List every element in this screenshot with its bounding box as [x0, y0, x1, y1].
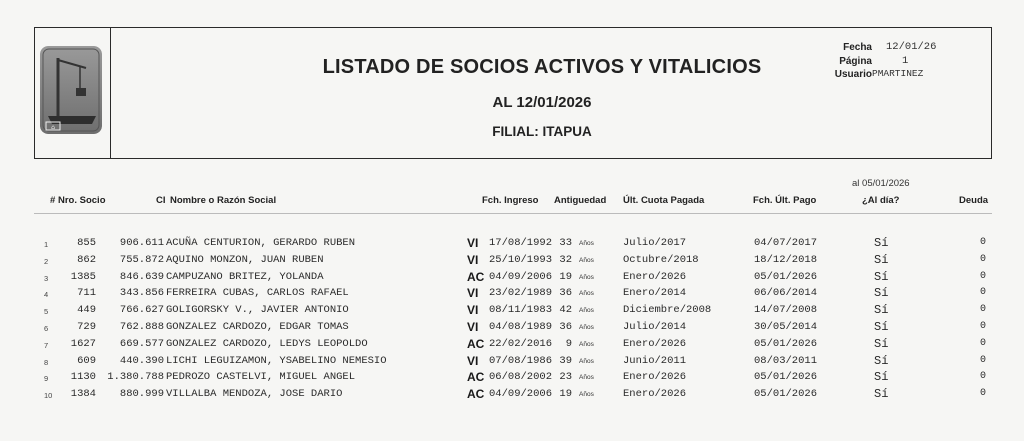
row-index: 10	[44, 391, 53, 401]
al-dia-status: Sí	[874, 370, 889, 385]
antiguedad-years: 19	[559, 270, 572, 283]
deuda-amount: 0	[979, 237, 986, 248]
last-cuota: Diciembre/2008	[623, 304, 712, 317]
col-name-header: Nombre o Razón Social	[170, 195, 277, 206]
ci-number: 762.888	[119, 321, 164, 333]
row-index: 4	[44, 290, 49, 300]
ingreso-date: 23/02/1989	[489, 287, 553, 300]
antiguedad-years: 33	[559, 237, 572, 249]
member-name: FERREIRA CUBAS, CARLOS RAFAEL	[166, 287, 349, 300]
last-cuota: Enero/2026	[623, 371, 687, 384]
antiguedad-years: 9	[565, 337, 572, 350]
ingreso-date: 17/08/1992	[489, 237, 553, 249]
last-payment-date: 14/07/2008	[754, 304, 818, 317]
member-name: VILLALBA MENDOZA, JOSE DARIO	[166, 388, 343, 401]
socio-number: 1130	[70, 371, 96, 384]
socio-number: 862	[77, 253, 96, 266]
ingreso-date: 08/11/1983	[489, 304, 553, 317]
ingreso-date: 06/08/2002	[489, 371, 553, 384]
row-index: 5	[44, 307, 49, 317]
deuda-amount: 0	[979, 388, 986, 400]
last-payment-date: 04/07/2017	[754, 237, 818, 249]
antiguedad-unit: Años	[579, 324, 594, 331]
report-filial: FILIAL: ITAPUA	[492, 124, 592, 139]
al-dia-status: Sí	[874, 236, 889, 250]
member-name: CAMPUZANO BRITEZ, YOLANDA	[166, 270, 324, 283]
usuario-label: Usuario	[834, 69, 872, 80]
col-nro-header: Nro. Socio	[58, 195, 106, 206]
member-name: GONZALEZ CARDOZO, LEDYS LEOPOLDO	[166, 337, 368, 350]
member-category: AC	[467, 370, 485, 385]
antiguedad-unit: Años	[579, 307, 594, 315]
row-index: 7	[44, 340, 49, 350]
last-cuota: Enero/2026	[623, 388, 687, 401]
col-deuda-header: Deuda	[959, 195, 989, 206]
member-category: AC	[467, 336, 485, 351]
deuda-amount: 0	[979, 287, 986, 299]
table-row	[0, 269, 1024, 286]
deuda-amount: 0	[979, 270, 986, 282]
antiguedad-years: 23	[559, 371, 572, 384]
col-pago-header: Fch. Últ. Pago	[753, 195, 817, 206]
last-payment-date: 05/01/2026	[754, 371, 818, 384]
table-row	[0, 353, 1024, 370]
row-index: 9	[44, 374, 49, 384]
ci-number: 906.611	[119, 237, 164, 249]
table-row	[0, 252, 1024, 269]
socio-number: 711	[77, 287, 96, 300]
antiguedad-years: 36	[559, 321, 572, 333]
antiguedad-unit: Años	[579, 256, 594, 264]
deuda-amount: 0	[979, 371, 986, 383]
table-row	[0, 336, 1024, 353]
al-dia-status: Sí	[874, 353, 889, 368]
last-payment-date: 05/01/2026	[754, 337, 818, 350]
ci-number: 669.577	[119, 337, 164, 350]
last-cuota: Julio/2017	[623, 237, 687, 249]
al-dia-status: Sí	[874, 252, 889, 267]
socio-number: 609	[77, 354, 96, 367]
table-row	[0, 319, 1024, 336]
table-row	[0, 369, 1024, 386]
antiguedad-unit: Años	[579, 273, 594, 281]
antiguedad-unit: Años	[579, 340, 594, 348]
ingreso-date: 22/02/2016	[489, 337, 553, 350]
fecha-label: Fecha	[843, 42, 872, 53]
last-payment-date: 06/06/2014	[754, 287, 818, 300]
member-name: GONZALEZ CARDOZO, EDGAR TOMAS	[166, 321, 349, 333]
ci-number: 846.639	[119, 270, 164, 283]
col-ingreso-header: Fch. Ingreso	[482, 195, 539, 206]
row-index: 8	[44, 357, 49, 367]
col-antiguedad-header: Antiguedad	[554, 195, 607, 206]
header-divider	[110, 27, 111, 159]
antiguedad-years: 42	[559, 304, 572, 317]
col-ci-header: CI	[156, 195, 166, 206]
ci-number: 880.999	[119, 388, 164, 401]
ingreso-date: 25/10/1993	[489, 253, 553, 266]
last-payment-date: 05/01/2026	[754, 388, 818, 401]
member-category: VI	[467, 286, 479, 301]
antiguedad-years: 39	[559, 354, 572, 367]
ingreso-date: 04/08/1989	[489, 321, 553, 333]
antiguedad-unit: Años	[579, 240, 594, 247]
member-name: LICHI LEGUIZAMON, YSABELINO NEMESIO	[166, 354, 387, 367]
socio-number: 855	[77, 237, 96, 249]
member-category: VI	[467, 303, 479, 318]
deuda-amount: 0	[979, 253, 986, 265]
al-dia-status: Sí	[874, 303, 889, 318]
deuda-amount: 0	[979, 304, 986, 316]
al-dia-status: Sí	[874, 286, 889, 301]
ci-number: 1.380.788	[107, 371, 164, 384]
antiguedad-years: 36	[559, 287, 572, 300]
ingreso-date: 07/08/1986	[489, 354, 553, 367]
last-payment-date: 05/01/2026	[754, 270, 818, 283]
col-cuota-header: Últ. Cuota Pagada	[623, 195, 705, 206]
socio-number: 449	[77, 304, 96, 317]
table-row	[0, 302, 1024, 319]
last-payment-date: 08/03/2011	[754, 354, 818, 367]
member-category: VI	[467, 353, 479, 368]
al-dia-status: Sí	[874, 320, 889, 334]
antiguedad-unit: Años	[579, 357, 594, 365]
pagina-label: Página	[839, 56, 872, 67]
socio-number: 1627	[70, 337, 96, 350]
last-cuota: Octubre/2018	[623, 253, 699, 266]
row-index: 6	[44, 324, 49, 333]
col-aldia-header: ¿Al día?	[862, 195, 900, 206]
header-rule	[34, 213, 992, 214]
usuario-value: PMARTINEZ	[872, 68, 924, 79]
member-name: GOLIGORSKY V., JAVIER ANTONIO	[166, 304, 349, 317]
ci-number: 440.390	[119, 354, 164, 367]
last-cuota: Enero/2026	[623, 337, 687, 350]
al-dia-status: Sí	[874, 336, 889, 351]
ingreso-date: 04/09/2006	[489, 270, 553, 283]
socio-number: 1385	[70, 270, 96, 283]
report-date-subtitle: AL 12/01/2026	[492, 94, 592, 111]
ingreso-date: 04/09/2006	[489, 388, 553, 401]
col-aldia-note: al 05/01/2026	[852, 178, 910, 189]
deuda-amount: 0	[979, 321, 986, 332]
fecha-value: 12/01/26	[886, 41, 937, 53]
member-name: AQUINO MONZON, JUAN RUBEN	[166, 253, 324, 266]
last-cuota: Enero/2014	[623, 287, 687, 300]
svg-text:⌂: ⌂	[51, 124, 55, 131]
deuda-amount: 0	[979, 354, 986, 366]
table-row	[0, 235, 1024, 252]
socio-number: 1384	[70, 388, 96, 401]
member-category: VI	[467, 320, 479, 334]
antiguedad-unit: Años	[579, 391, 594, 399]
deuda-amount: 0	[979, 337, 986, 349]
ci-number: 343.856	[119, 287, 164, 300]
table-row	[0, 285, 1024, 302]
ci-number: 755.872	[119, 253, 164, 266]
report-title: LISTADO DE SOCIOS ACTIVOS Y VITALICIOS	[322, 56, 762, 78]
member-category: VI	[467, 252, 479, 267]
member-category: VI	[467, 236, 479, 250]
row-index: 1	[44, 240, 49, 249]
socio-number: 729	[77, 321, 96, 333]
ci-number: 766.627	[119, 304, 164, 317]
member-name: PEDROZO CASTELVI, MIGUEL ANGEL	[166, 371, 356, 384]
row-index: 2	[44, 256, 49, 266]
last-cuota: Junio/2011	[623, 354, 687, 367]
antiguedad-unit: Años	[579, 374, 594, 382]
member-category: AC	[467, 269, 485, 284]
table-row	[0, 386, 1024, 403]
last-cuota: Enero/2026	[623, 270, 687, 283]
row-index: 3	[44, 273, 49, 283]
member-category: AC	[467, 387, 485, 402]
al-dia-status: Sí	[874, 387, 889, 402]
antiguedad-years: 19	[559, 388, 572, 401]
pagina-value: 1	[902, 55, 909, 67]
col-idx-header: #	[50, 195, 56, 206]
antiguedad-unit: Años	[579, 290, 594, 298]
al-dia-status: Sí	[874, 269, 889, 284]
last-payment-date: 18/12/2018	[754, 253, 818, 266]
last-cuota: Julio/2014	[623, 321, 687, 333]
antiguedad-years: 32	[559, 253, 572, 266]
last-payment-date: 30/05/2014	[754, 321, 818, 333]
member-name: ACUÑA CENTURION, GERARDO RUBEN	[166, 237, 356, 249]
